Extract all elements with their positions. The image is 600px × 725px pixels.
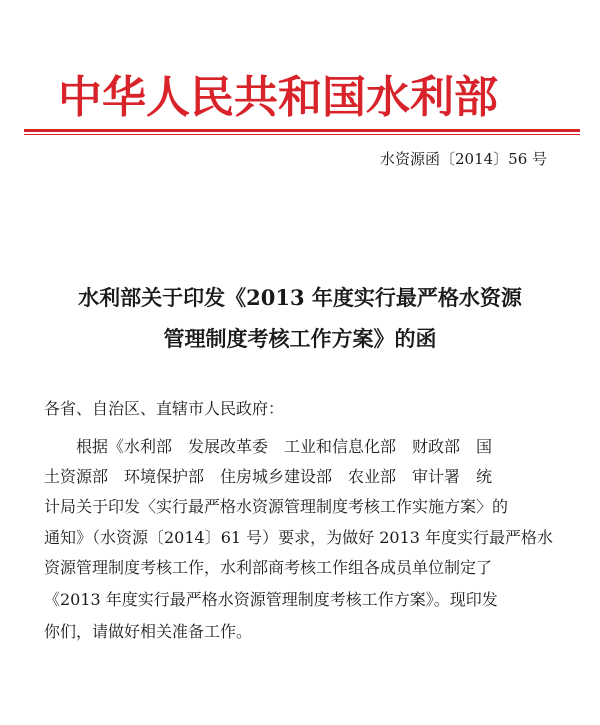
body-line: 《2013 年度实行最严格水资源管理制度考核工作方案》。现印发 (44, 590, 498, 609)
body-line: 你们，请做好相关准备工作。 (44, 622, 253, 641)
document-title-line-2: 管理制度考核工作方案》的函 (163, 326, 437, 351)
header-rule-thick (24, 129, 580, 132)
salutation: 各省、自治区、直辖市人民政府： (44, 399, 285, 418)
header-rule-thin (24, 134, 580, 135)
document-title-line-1: 水利部关于印发《2013 年度实行最严格水资源 (78, 285, 522, 310)
body-line: 资源管理制度考核工作，水利部商考核工作组各成员单位制定了 (44, 558, 493, 577)
body-line: 通知》（水资源〔2014〕61 号）要求，为做好 2013 年度实行最严格水 (44, 528, 554, 547)
body-line: 计局关于印发〈实行最严格水资源管理制度考核工作实施方案〉的 (44, 497, 509, 516)
body-line: 根据《水利部 发展改革委 工业和信息化部 财政部 国 (76, 437, 493, 456)
body-line: 土资源部 环境保护部 住房城乡建设部 农业部 审计署 统 (44, 467, 493, 486)
document-number: 水资源函〔2014〕56 号 (380, 150, 548, 168)
organization-header: 中华人民共和国水利部 (58, 72, 498, 123)
